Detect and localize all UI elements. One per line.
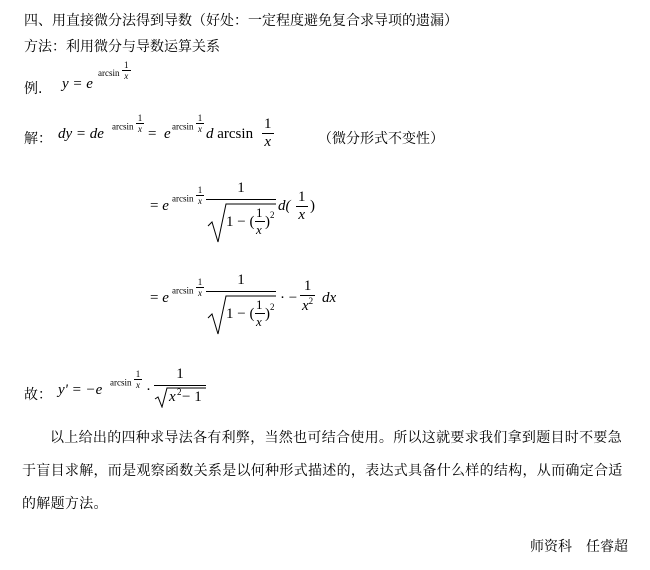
invariance-note: （微分形式不变性） — [318, 131, 444, 147]
solution-line2-d: d( — [278, 198, 291, 214]
example-label: 例. — [24, 81, 43, 97]
solution-line3-dx: dx — [322, 290, 337, 306]
solution-line1-frac: $\frac{1}{x}$ — [264, 116, 272, 150]
result-exp: arcsin $\frac{1}{x}$ — [110, 369, 141, 390]
solution-line3-frac: $\frac{1}{x^2}$ — [302, 278, 314, 314]
result-dot: · — [146, 382, 151, 398]
solution-line1-exp1: arcsin $\frac{1}{x}$ — [112, 113, 143, 134]
solution-line1-darcsin: d arcsin — [206, 126, 254, 142]
solution-line1-lhs: dy = de — [58, 126, 104, 142]
solution-line2-exp: arcsin $\frac{1}{x}$ — [172, 185, 203, 206]
conclusion-paragraph: 以上给出的四种求导法各有利弊，当然也可结合使用。所以这就要求我们拿到题目时不要急于盲目求解，而是观察函数关系是以何种形式描述的，表达式具备什么样的结构，从而确定合适的解题方法。 — [22, 430, 623, 512]
result-label: 故： — [24, 387, 52, 403]
example-exponent-fraction: $\frac{1}{x}$ — [124, 60, 129, 81]
result-lhs: y' = −e — [58, 382, 103, 398]
method-line: 方法：利用微分与导数运算关系 — [24, 39, 220, 55]
solution-line2-eq: = e — [150, 198, 169, 214]
example-formula: y = e — [62, 76, 93, 92]
solution-line3-dotminus: · − — [280, 290, 298, 306]
solution-line1-eq: = — [148, 126, 157, 142]
solution-line3-exp: arcsin $\frac{1}{x}$ — [172, 277, 203, 298]
solution-label: 解： — [24, 131, 52, 147]
solution-line3-eq: = e — [150, 290, 169, 306]
section-heading: 四、用直接微分法得到导数（好处：一定程度避免复合求导项的遗漏） — [24, 13, 458, 29]
solution-line3-main-fraction: 1 1 − ( 1 x ) 2 — [206, 272, 276, 336]
signature: 师资科 任睿超 — [530, 539, 628, 555]
solution-line2-close: ) — [310, 198, 315, 214]
result-fraction: 1 x 2 − 1 — [154, 366, 206, 408]
solution-line2-main-fraction: 1 1 − ( 1 x ) 2 — [206, 180, 276, 244]
example-exponent: arcsin — [98, 68, 120, 78]
solution-line2-dfrac: $\frac{1}{x}$ — [298, 189, 306, 223]
solution-line1-exp2: arcsin $\frac{1}{x}$ — [172, 113, 203, 134]
solution-line1-e: e — [164, 126, 171, 142]
